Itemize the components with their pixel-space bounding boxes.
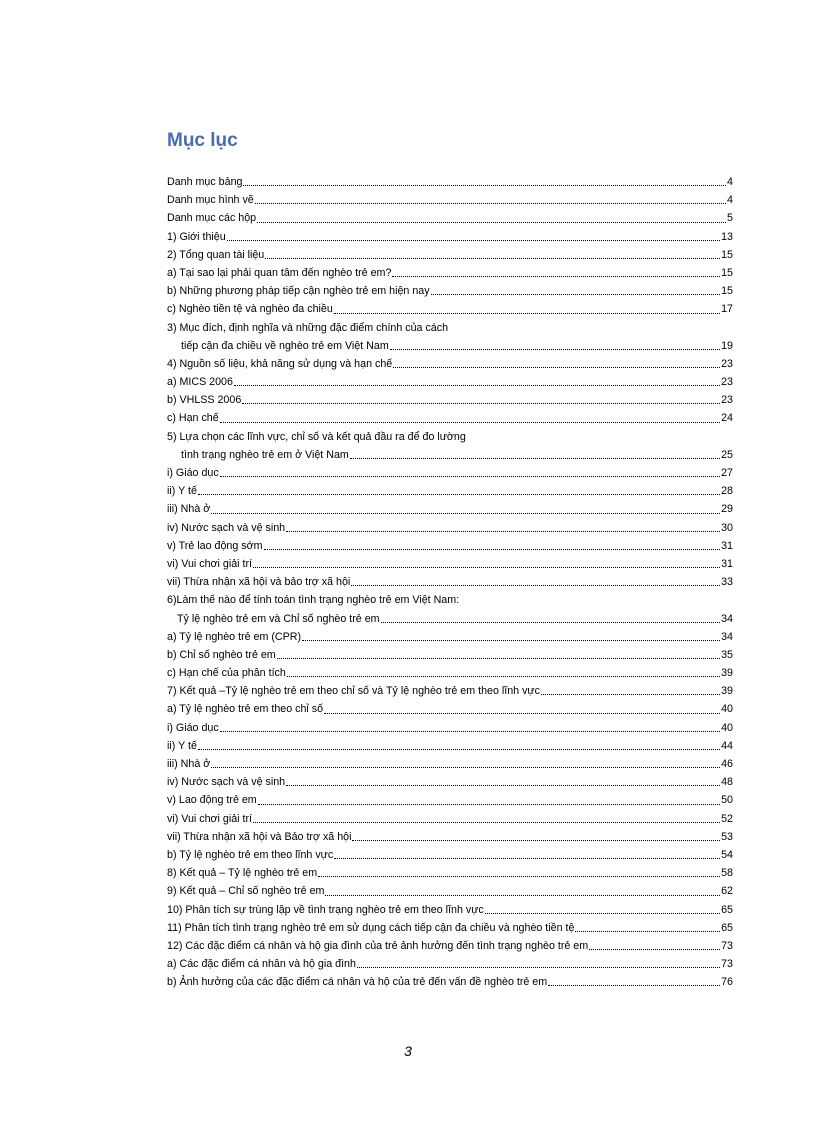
toc-leader xyxy=(220,475,720,477)
toc-leader xyxy=(253,566,720,568)
toc-entry-label: 2) Tổng quan tài liệu xyxy=(167,248,265,261)
toc-entry[interactable] xyxy=(167,773,733,791)
toc-entry[interactable] xyxy=(167,882,733,900)
toc-entry-label: b) Tỷ lệ nghèo trẻ em theo lĩnh vực xyxy=(167,848,334,861)
toc-entry-label: b) Những phương pháp tiếp cận nghèo trẻ em hiện nay xyxy=(167,285,430,298)
toc-entry-page: 33 xyxy=(721,576,733,589)
toc-title: Mục lục xyxy=(167,130,238,151)
toc-entry[interactable] xyxy=(167,700,733,718)
toc-entry-label: ii) Y tế xyxy=(167,485,197,498)
toc-entry-page: 53 xyxy=(721,830,733,843)
toc-entry-page: 40 xyxy=(721,721,733,734)
toc-entry-label: b) Chỉ số nghèo trẻ em xyxy=(167,648,276,661)
toc-entry-page: 4 xyxy=(727,194,733,207)
toc-entry-label: 6)Làm thế nào để tính toán tình trạng nghèo trẻ em Việt Nam: xyxy=(167,594,460,607)
toc-leader xyxy=(352,839,720,841)
toc-entry[interactable] xyxy=(167,864,733,882)
toc-entry[interactable] xyxy=(167,846,733,864)
toc-entry-page: 39 xyxy=(721,667,733,680)
toc-entry[interactable] xyxy=(167,719,733,737)
toc-entry[interactable] xyxy=(167,409,733,427)
toc-entry-page: 50 xyxy=(721,794,733,807)
toc-leader xyxy=(257,221,726,223)
toc-leader xyxy=(390,348,720,350)
toc-entry[interactable] xyxy=(167,482,733,500)
toc-entry-label: vi) Vui chơi giải trí xyxy=(167,557,253,570)
toc-leader xyxy=(253,821,720,823)
toc-leader xyxy=(198,748,720,750)
toc-entry-label: c) Hạn chế của phân tích xyxy=(167,667,286,680)
toc-entry[interactable] xyxy=(167,355,733,373)
toc-entry[interactable] xyxy=(167,937,733,955)
toc-entry-page: 27 xyxy=(721,467,733,479)
toc-entry-page: 40 xyxy=(721,703,733,716)
toc-leader xyxy=(393,366,720,368)
toc-entry[interactable] xyxy=(167,573,733,591)
toc-entry[interactable] xyxy=(167,828,733,846)
toc-entry-label: vii) Thừa nhận xã hội và bảo trợ xã hội xyxy=(167,576,351,589)
toc-leader xyxy=(220,730,720,732)
toc-entry[interactable] xyxy=(167,264,733,282)
toc-entry-page: 62 xyxy=(721,885,733,898)
toc-entry-page: 15 xyxy=(721,248,733,261)
toc-entry[interactable] xyxy=(167,919,733,937)
toc-leader xyxy=(234,384,720,386)
toc-entry-page: 30 xyxy=(721,521,733,534)
toc-entry[interactable] xyxy=(167,373,733,391)
toc-entry-label: 3) Mục đích, định nghĩa và những đặc điểm chính của cách xyxy=(167,321,449,334)
toc-entry-label: c) Hạn chế xyxy=(167,412,219,425)
toc-leader xyxy=(264,548,721,550)
toc-entry[interactable] xyxy=(167,810,733,828)
toc-entry[interactable] xyxy=(167,300,733,318)
toc-entry-label: vi) Vui chơi giải trí xyxy=(167,812,253,825)
toc-entry-label: iv) Nước sạch và vệ sinh xyxy=(167,521,286,534)
toc-entry-label: c) Nghèo tiền tệ và nghèo đa chiều xyxy=(167,303,333,316)
toc-entry-page: 23 xyxy=(721,376,733,389)
toc-entry[interactable] xyxy=(167,173,733,191)
toc-entry-page: 52 xyxy=(721,812,733,825)
toc-entry-label: a) Tỷ lệ nghèo trẻ em (CPR) xyxy=(167,630,302,643)
page-number: 3 xyxy=(404,1043,412,1059)
toc-entry[interactable] xyxy=(167,464,733,482)
toc-entry-label: i) Giáo dục xyxy=(167,467,219,479)
toc-entry-page: 25 xyxy=(721,448,733,461)
toc-entry[interactable] xyxy=(167,337,733,355)
toc-leader xyxy=(211,766,720,768)
toc-leader xyxy=(392,275,720,277)
toc-entry-page: 23 xyxy=(721,357,733,370)
toc-leader xyxy=(243,184,726,186)
toc-entry[interactable] xyxy=(167,791,733,809)
toc-entry-page: 5 xyxy=(727,212,733,225)
toc-leader xyxy=(265,257,720,259)
toc-entry-label: 7) Kết quả –Tỷ lệ nghèo trẻ em theo chỉ số và Tỷ lệ nghèo trẻ em theo lĩnh vực xyxy=(167,685,540,698)
toc-entry-label: ii) Y tế xyxy=(167,739,197,752)
toc-entry-label: tiếp cận đa chiều về nghèo trẻ em Việt Nam xyxy=(181,339,389,352)
toc-entry-page: 23 xyxy=(721,394,733,407)
toc-entry-page: 15 xyxy=(721,285,733,298)
toc-entry-label: Danh mục hình vẽ xyxy=(167,194,254,207)
toc-entry-page: 58 xyxy=(721,867,733,880)
toc-entry[interactable] xyxy=(167,973,733,991)
toc-leader xyxy=(350,457,720,459)
toc-entry-label: Danh mục các hộp xyxy=(167,212,257,225)
toc-leader xyxy=(286,784,720,786)
toc-entry[interactable] xyxy=(167,646,733,664)
toc-entry-label: Danh mục bảng xyxy=(167,176,243,188)
toc-entry[interactable] xyxy=(167,446,733,464)
toc-leader xyxy=(334,312,720,314)
toc-entry[interactable] xyxy=(167,955,733,973)
toc-entry[interactable] xyxy=(167,737,733,755)
toc-entry[interactable] xyxy=(167,500,733,518)
toc-entry[interactable] xyxy=(167,755,733,773)
toc-leader xyxy=(351,584,720,586)
toc-leader xyxy=(575,930,720,932)
toc-leader xyxy=(318,875,720,877)
toc-entry-page: 29 xyxy=(721,503,733,516)
toc-leader xyxy=(211,512,720,514)
toc-entry-label: 9) Kết quả – Chỉ số nghèo trẻ em xyxy=(167,885,325,898)
toc-entry-label: a) Các đặc điểm cá nhân và hộ gia đình xyxy=(167,958,356,971)
toc-entry-page: 34 xyxy=(721,612,733,625)
toc-entry[interactable] xyxy=(167,901,733,919)
toc-entry-page: 54 xyxy=(721,848,733,861)
toc-entry-page: 19 xyxy=(721,339,733,352)
toc-entry-page: 73 xyxy=(721,958,733,971)
toc-leader xyxy=(277,657,720,659)
toc-leader xyxy=(242,402,720,404)
toc-entry-page: 44 xyxy=(721,739,733,752)
toc-leader xyxy=(334,857,720,859)
toc-entry-label: Tỷ lệ nghèo trẻ em và Chỉ số nghèo trẻ em xyxy=(177,612,380,625)
toc-entry[interactable] xyxy=(167,628,733,646)
toc-entry-page: 73 xyxy=(721,939,733,952)
toc-entry-page: 24 xyxy=(721,412,733,425)
toc-entry-page: 4 xyxy=(727,176,733,188)
toc-leader xyxy=(220,421,720,423)
toc-entry[interactable] xyxy=(167,682,733,700)
toc-entry-page: 28 xyxy=(721,485,733,498)
toc-leader xyxy=(381,621,721,623)
toc-leader xyxy=(541,693,720,695)
toc-entry-heading-line[interactable] xyxy=(167,591,733,609)
toc-entry-page: 39 xyxy=(721,685,733,698)
toc-entry-label: 10) Phân tích sự trùng lặp về tình trạng nghèo trẻ em theo lĩnh vực xyxy=(167,903,484,916)
toc-entry-label: b) VHLSS 2006 xyxy=(167,394,242,407)
toc-entry-label: b) Ảnh hưởng của các đặc điểm cá nhân và hộ của trẻ đến vấn đề nghèo trẻ em xyxy=(167,976,548,989)
toc-entry-label: a) MICS 2006 xyxy=(167,376,233,389)
toc-leader xyxy=(325,894,720,896)
toc-entry-label: 5) Lựa chọn các lĩnh vực, chỉ số và kết quả đầu ra để đo lường xyxy=(167,430,466,443)
toc-entry[interactable] xyxy=(167,246,733,264)
toc-entry-label: iii) Nhà ở xyxy=(167,503,211,516)
toc-leader xyxy=(227,239,720,241)
toc-entry-label: 1) Giới thiệu xyxy=(167,230,226,243)
toc-entry[interactable] xyxy=(167,209,733,227)
toc-entry[interactable] xyxy=(167,519,733,537)
toc-entry-page: 17 xyxy=(721,303,733,316)
toc-entry-label: 12) Các đặc điểm cá nhân và hộ gia đình của trẻ ảnh hưởng đến tình trạng nghèo trẻ em xyxy=(167,939,589,952)
toc-entry-label: i) Giáo dục xyxy=(167,721,219,734)
toc-leader xyxy=(287,675,720,677)
toc-entry[interactable] xyxy=(167,191,733,209)
toc-entry-label: v) Lao động trẻ em xyxy=(167,794,257,807)
toc-leader xyxy=(198,493,720,495)
toc-entry-page: 34 xyxy=(721,630,733,643)
toc-entry-page: 31 xyxy=(721,557,733,570)
toc-entry-label: 8) Kết quả – Tỷ lệ nghèo trẻ em xyxy=(167,867,318,880)
toc-entry[interactable] xyxy=(167,391,733,409)
toc-leader xyxy=(255,202,726,204)
toc-entry[interactable] xyxy=(167,228,733,246)
toc-entry-heading-line[interactable] xyxy=(167,428,733,446)
toc-entry-page: 13 xyxy=(721,230,733,243)
toc-leader xyxy=(589,948,720,950)
toc-entry-label: vii) Thừa nhận xã hội và Bảo trợ xã hội xyxy=(167,830,352,843)
toc-entry-page: 31 xyxy=(721,539,733,552)
toc-entry[interactable] xyxy=(167,537,733,555)
toc-entry-page: 65 xyxy=(721,921,733,934)
toc-entry-label: tình trạng nghèo trẻ em ở Việt Nam xyxy=(181,448,349,461)
toc-entry-page: 35 xyxy=(721,648,733,661)
toc-entry[interactable] xyxy=(167,610,733,628)
toc-entry[interactable] xyxy=(167,664,733,682)
toc-leader xyxy=(431,293,721,295)
toc-entry-heading-line[interactable] xyxy=(167,319,733,337)
toc-entry-page: 65 xyxy=(721,903,733,916)
toc-leader xyxy=(357,966,720,968)
toc-entry-label: 4) Nguồn số liệu, khả năng sử dụng và hạn chế xyxy=(167,357,393,370)
toc-leader xyxy=(548,984,720,986)
toc-entry-page: 15 xyxy=(721,266,733,279)
toc-list xyxy=(167,173,733,991)
toc-entry-label: 11) Phân tích tình trạng nghèo trẻ em sử dụng cách tiếp cận đa chiều và nghèo tiền tệ xyxy=(167,921,575,934)
toc-leader xyxy=(286,530,720,532)
toc-leader xyxy=(258,803,720,805)
toc-leader xyxy=(324,712,720,714)
toc-entry[interactable] xyxy=(167,282,733,300)
toc-entry-label: iii) Nhà ở xyxy=(167,758,211,770)
toc-entry-page: 76 xyxy=(721,976,733,989)
toc-entry[interactable] xyxy=(167,555,733,573)
toc-entry-label: v) Trẻ lao động sớm xyxy=(167,539,263,552)
toc-entry-label: a) Tỷ lệ nghèo trẻ em theo chỉ số xyxy=(167,703,324,716)
toc-entry-label: a) Tại sao lại phải quan tâm đến nghèo trẻ em? xyxy=(167,266,392,279)
toc-entry-page: 48 xyxy=(721,776,733,789)
toc-entry-page: 46 xyxy=(721,758,733,770)
toc-entry-label: iv) Nước sạch và vệ sinh xyxy=(167,776,286,789)
toc-leader xyxy=(485,912,720,914)
toc-leader xyxy=(302,639,720,641)
